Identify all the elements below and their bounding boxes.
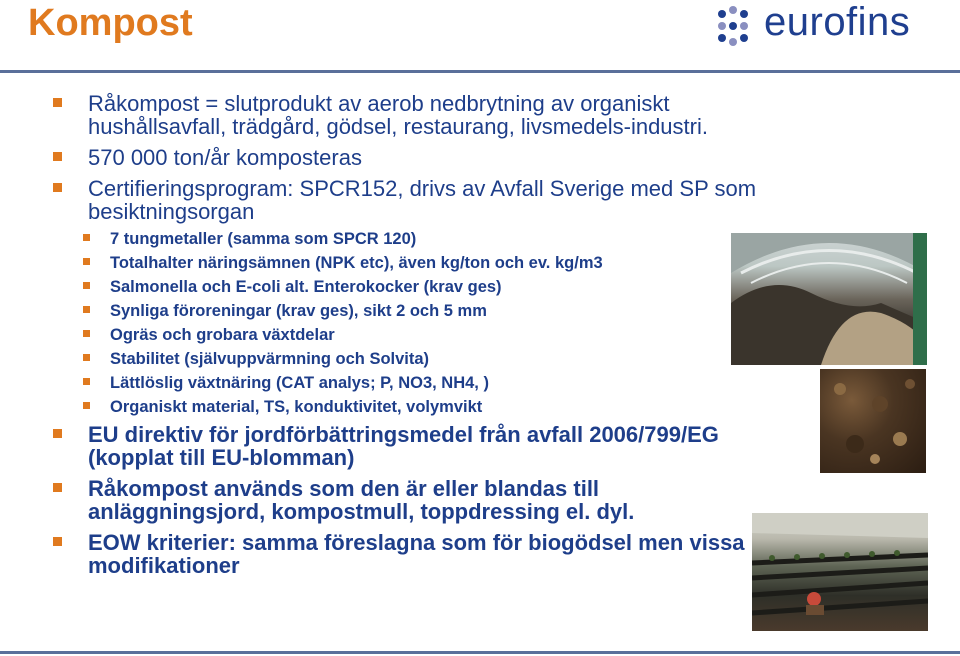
- sub-bullet-item: Ogräs och grobara växtdelar: [50, 323, 790, 347]
- header-divider: [0, 70, 960, 73]
- sub-bullet-item: Totalhalter näringsämnen (NPK etc), även kg/ton och ev. kg/m3: [50, 251, 790, 275]
- bullet-item: EOW kriterier: samma föreslagna som för biogödsel men vissa modifikationer: [50, 531, 748, 577]
- sub-bullet-item: Salmonella och E-coli alt. Enterokocker (krav ges): [50, 275, 790, 299]
- bullet-square-icon: [53, 483, 62, 492]
- sub-bullet-item: Organiskt material, TS, konduktivitet, volymvikt: [50, 395, 790, 419]
- bullet-square-icon: [83, 378, 90, 385]
- bullet-square-icon: [53, 152, 62, 161]
- bullet-item: Certifieringsprogram: SPCR152, drivs av Avfall Sverige med SP som besiktningsorgan: [50, 177, 790, 223]
- compost-soil-illustration: [820, 369, 926, 473]
- eurofins-logo: [714, 0, 934, 48]
- compost-hall-photo: [731, 233, 927, 365]
- logo-text: eurofins: [764, 0, 911, 44]
- bullet-square-icon: [53, 429, 62, 438]
- sub-bullet-item: 7 tungmetaller (samma som SPCR 120): [50, 227, 790, 251]
- bullet-item: EU direktiv för jordförbättringsmedel från avfall 2006/799/EG (kopplat till EU-blomman): [50, 423, 788, 469]
- bullet-item: 570 000 ton/år komposteras: [50, 146, 790, 169]
- bullet-square-icon: [53, 183, 62, 192]
- footer-divider: [0, 651, 960, 654]
- bullet-item: Råkompost = slutprodukt av aerob nedbrytning av organiskt hushållsavfall, trädgård, gödsel, restaurang, livsmedels-industri.: [50, 92, 790, 138]
- bullet-square-icon: [83, 402, 90, 409]
- bullet-item: Råkompost används som den är eller blandas till anläggningsjord, kompostmull, toppdressing el. dyl.: [50, 477, 708, 523]
- bullet-square-icon: [83, 354, 90, 361]
- greenhouse-photo: [752, 513, 928, 631]
- compost-soil-photo: [820, 369, 926, 473]
- bullet-square-icon: [83, 258, 90, 265]
- compost-hall-illustration: [731, 233, 927, 365]
- slide-title: Kompost: [28, 2, 193, 44]
- sub-bullet-item: Stabilitet (självuppvärmning och Solvita): [50, 347, 790, 371]
- bullet-square-icon: [83, 306, 90, 313]
- greenhouse-illustration: [752, 513, 928, 631]
- eurofins-dots-icon: [714, 4, 758, 48]
- bullet-square-icon: [83, 234, 90, 241]
- sub-bullet-item: Lättlöslig växtnäring (CAT analys; P, NO3, NH4, ): [50, 371, 790, 395]
- bullet-square-icon: [53, 537, 62, 546]
- bullet-list: [50, 92, 790, 585]
- bullet-square-icon: [53, 98, 62, 107]
- bullet-square-icon: [83, 282, 90, 289]
- sub-bullet-item: Synliga föroreningar (krav ges), sikt 2 och 5 mm: [50, 299, 790, 323]
- bullet-square-icon: [83, 330, 90, 337]
